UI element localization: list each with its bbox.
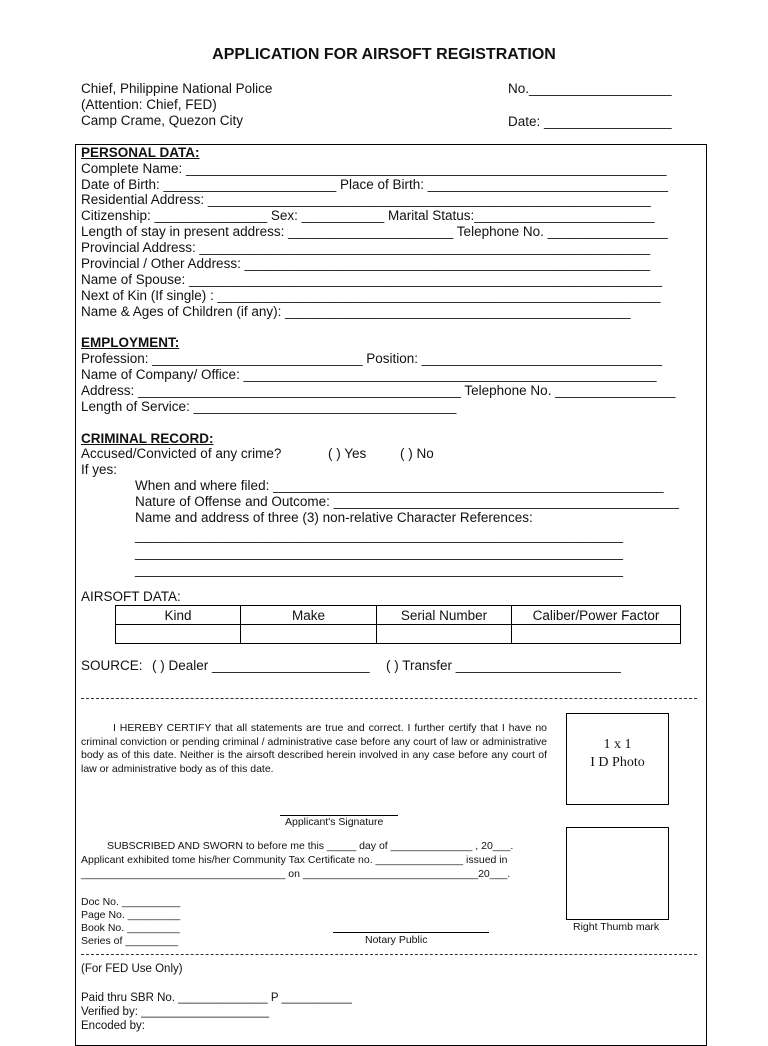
ctc-text: Applicant exhibited tome his/her Community Tax Certificate no. _______________ issued in [81,854,508,866]
thumb-mark-box [566,827,669,920]
id-photo-label-2: I D Photo [590,755,645,770]
separator-1 [81,698,697,699]
other-address-field[interactable]: Provincial / Other Address: ______________________________________________________ [81,256,651,271]
citizenship-field[interactable]: Citizenship: _______________ Sex: ___________ Marital Status:________________________ [81,208,655,223]
airsoft-data-table [115,605,681,644]
column-kind: Kind [116,606,241,625]
crime-yes-checkbox[interactable]: ( ) Yes [328,446,367,461]
notary-public-label: Notary Public [365,934,428,946]
length-of-service-field[interactable]: Length of Service: ___________________________________ [81,399,457,414]
paid-sbr-field[interactable]: Paid thru SBR No. ______________ P ___________ [81,992,352,1004]
date-field[interactable]: Date: _________________ [508,114,672,129]
if-yes-label: If yes: [81,462,118,477]
subscribed-sworn-text: SUBSCRIBED AND SWORN to before me this _____ day of ______________ , 20___. [107,840,514,852]
references-label: Name and address of three (3) non-relative Character References: [135,510,533,525]
encoded-by-field[interactable]: Encoded by: [81,1020,145,1032]
table-row [116,625,681,644]
children-field[interactable]: Name & Ages of Children (if any): ______________________________________________ [81,304,631,319]
table-header-row [116,606,681,625]
crime-question: Accused/Convicted of any crime? [81,446,282,461]
series-field[interactable]: Series of _________ [81,935,178,947]
column-serial-number: Serial Number [377,606,512,625]
thumb-mark-label: Right Thumb mark [573,921,660,933]
column-caliber: Caliber/Power Factor [512,606,681,625]
source-dealer-field[interactable]: ( ) Dealer _____________________ [152,658,370,673]
verified-by-field[interactable]: Verified by: ____________________ [81,1006,270,1018]
page-title: APPLICATION FOR AIRSOFT REGISTRATION [212,46,556,63]
airsoft-data-heading: AIRSOFT DATA: [81,589,181,604]
addressee-line-3: Camp Crame, Quezon City [81,113,244,128]
profession-field[interactable]: Profession: ____________________________ Position: ________________________________ [81,351,663,366]
length-of-stay-field[interactable]: Length of stay in present address: ______________________ Telephone No. ________________ [81,224,668,239]
residential-address-field[interactable]: Residential Address: ___________________________________________________________ [81,192,651,207]
id-photo-box [566,713,669,805]
criminal-record-heading: CRIMINAL RECORD: [81,431,214,446]
crime-no-checkbox[interactable]: ( ) No [400,446,434,461]
company-field[interactable]: Name of Company/ Office: _______________________________________________________ [81,367,657,382]
source-label: SOURCE: [81,658,143,673]
applicant-signature-label: Applicant's Signature [285,816,384,828]
provincial-address-field[interactable]: Provincial Address: ____________________________________________________________ [81,240,651,255]
page-no-field[interactable]: Page No. _________ [81,909,181,921]
reference-line-2[interactable]: _________________________________________________________________ [135,545,624,560]
next-of-kin-field[interactable]: Next of Kin (If single) : ___________________________________________________________ [81,288,661,303]
number-field[interactable]: No.___________________ [508,81,672,96]
serial-number-cell[interactable] [377,625,512,644]
reference-line-1[interactable]: _________________________________________________________________ [135,528,624,543]
reference-line-3[interactable]: _________________________________________________________________ [135,562,624,577]
addressee-line-2: (Attention: Chief, FED) [81,97,217,112]
birth-field[interactable]: Date of Birth: _______________________ Place of Birth: ________________________________ [81,177,669,192]
employment-address-field[interactable]: Address: ___________________________________________ Telephone No. ________________ [81,383,676,398]
column-make: Make [241,606,377,625]
doc-no-field[interactable]: Doc No. __________ [81,896,181,908]
complete-name-field[interactable]: Complete Name: ________________________________________________________________ [81,161,667,176]
nature-of-offense-field[interactable]: Nature of Offense and Outcome: ______________________________________________ [135,494,679,509]
spouse-field[interactable]: Name of Spouse: _______________________________________________________________ [81,272,663,287]
book-no-field[interactable]: Book No. _________ [81,922,180,934]
notary-signature-line[interactable] [333,932,489,933]
separator-2 [81,954,697,955]
personal-data-heading: PERSONAL DATA: [81,145,200,160]
make-cell[interactable] [241,625,377,644]
addressee-line-1: Chief, Philippine National Police [81,81,273,96]
when-where-field[interactable]: When and where filed: ____________________________________________________ [135,478,664,493]
certification-text: I HEREBY CERTIFY that all statements are true and correct. I further certify that I have no criminal conviction or pending criminal / administrative case before any court of law or administrative body as of this date. Neither is the airsoft described herein involved in any case before any court of law or administrative body as of this date. [81,722,547,775]
ctc-on-line: ___________________________________ on ______________________________20___. [81,868,511,880]
kind-cell[interactable] [116,625,241,644]
caliber-cell[interactable] [512,625,681,644]
source-transfer-field[interactable]: ( ) Transfer ______________________ [386,658,621,673]
id-photo-label-1: 1 x 1 [603,737,632,752]
fed-use-heading: (For FED Use Only) [81,963,183,975]
employment-heading: EMPLOYMENT: [81,335,180,350]
